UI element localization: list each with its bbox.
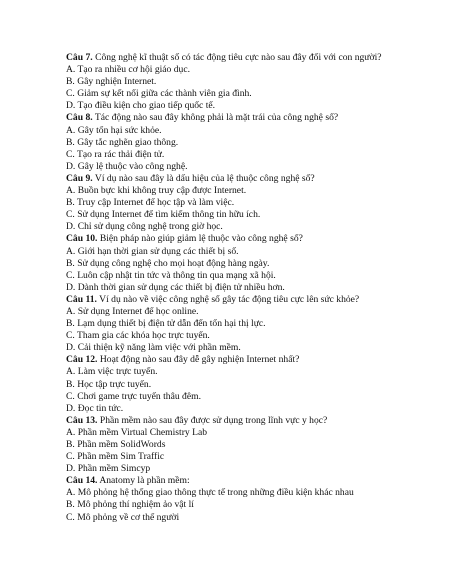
answer-option: D. Dành thời gian sử dụng các thiết bị điện tử nhiều hơn. xyxy=(66,281,285,293)
question-number: Câu 13. xyxy=(66,414,98,426)
question-11-stem xyxy=(66,294,400,306)
question-text: Anatomy là phần mềm: xyxy=(99,475,190,487)
answer-option: D. Phần mềm Simcyp xyxy=(66,463,151,475)
answer-option: A. Phần mềm Virtual Chemistry Lab xyxy=(66,426,208,438)
question-number: Câu 11. xyxy=(66,293,97,305)
answer-option: C. Tham gia các khóa học trực tuyến. xyxy=(66,330,210,342)
question-12 xyxy=(66,354,400,414)
question-number: Câu 12. xyxy=(66,354,98,366)
question-13 xyxy=(66,415,400,475)
question-7-stem xyxy=(66,52,400,64)
answer-option: A. Gây tổn hại sức khỏe. xyxy=(66,124,162,136)
answer-option: B. Học tập trực tuyến. xyxy=(66,378,152,390)
question-text: Tác động nào sau đây không phải là mặt trái của công nghệ số? xyxy=(94,112,339,124)
answer-option: D. Gây lệ thuộc vào công nghệ. xyxy=(66,160,188,172)
answer-option: D. Cải thiện kỹ năng làm việc với phần mềm. xyxy=(66,342,241,354)
question-9 xyxy=(66,173,400,233)
answer-option: A. Sử dụng Internet để học online. xyxy=(66,305,199,317)
answer-option: C. Tạo ra rác thải điện tử. xyxy=(66,148,165,160)
question-9-stem xyxy=(66,173,400,185)
answer-option: C. Giảm sự kết nối giữa các thành viên gia đình. xyxy=(66,88,252,100)
question-number: Câu 14. xyxy=(66,475,98,487)
question-14-stem xyxy=(66,475,400,487)
answer-option: D. Tạo điều kiện cho giao tiếp quốc tế. xyxy=(66,100,216,112)
question-text: Công nghệ kĩ thuật số có tác động tiêu cực nào sau đây đối với con người? xyxy=(95,52,382,63)
question-text: Ví dụ nào sau đây là dấu hiệu của lệ thuộc công nghệ số? xyxy=(94,172,315,184)
question-text: Phần mềm nào sau đây được sử dụng trong lĩnh vực y học? xyxy=(99,414,328,426)
answer-option: B. Gây nghiện Internet. xyxy=(66,76,157,88)
answer-option: B. Gây tắc nghẽn giao thông. xyxy=(66,136,179,148)
question-text: Hoạt động nào sau đây dễ gây nghiện Internet nhất? xyxy=(99,354,300,366)
question-text: Ví dụ nào về việc công nghệ số gây tác động tiêu cực lên sức khỏe? xyxy=(99,293,360,305)
question-7 xyxy=(66,52,400,112)
answer-option: C. Luôn cập nhật tin tức và thông tin qua mạng xã hội. xyxy=(66,269,276,281)
question-text: Biện pháp nào giúp giảm lệ thuộc vào công nghệ số? xyxy=(99,233,303,245)
answer-option: B. Mô phỏng thí nghiệm ảo vật lí xyxy=(66,499,194,511)
question-8 xyxy=(66,112,400,172)
question-number: Câu 7. xyxy=(66,52,93,63)
question-11 xyxy=(66,294,400,354)
answer-option: A. Giới hạn thời gian sử dụng các thiết bị số. xyxy=(66,245,239,257)
question-10-stem xyxy=(66,233,400,245)
answer-option: B. Truy cập Internet để học tập và làm việc. xyxy=(66,197,235,209)
answer-option: D. Đọc tin tức. xyxy=(66,402,124,414)
answer-option: C. Sử dụng Internet để tìm kiếm thông tin hữu ích. xyxy=(66,209,261,221)
question-number: Câu 9. xyxy=(66,172,93,184)
question-14 xyxy=(66,475,400,523)
answer-option: C. Phần mềm Sim Traffic xyxy=(66,451,165,463)
answer-option: D. Chỉ sử dụng công nghệ trong giờ học. xyxy=(66,221,223,233)
answer-option: A. Làm việc trực tuyến. xyxy=(66,366,158,378)
question-number: Câu 10. xyxy=(66,233,98,245)
answer-option: B. Lạm dụng thiết bị điện tử dẫn đến tổn hại thị lực. xyxy=(66,318,266,330)
answer-option: C. Mô phỏng về cơ thể người xyxy=(66,511,180,523)
answer-option: B. Sử dụng công nghệ cho mọi hoạt động hàng ngày. xyxy=(66,257,270,269)
question-10 xyxy=(66,233,400,293)
question-number: Câu 8. xyxy=(66,112,93,124)
answer-option: A. Tạo ra nhiều cơ hội giáo dục. xyxy=(66,64,190,76)
document-page xyxy=(66,52,400,524)
answer-option: A. Mô phỏng hệ thống giao thông thực tế trong những điều kiện khác nhau xyxy=(66,487,354,499)
question-12-stem xyxy=(66,354,400,366)
answer-option: A. Buồn bực khi không truy cập được Internet. xyxy=(66,185,247,197)
question-13-stem xyxy=(66,415,400,427)
answer-option: B. Phần mềm SolidWords xyxy=(66,439,166,450)
answer-option: C. Chơi game trực tuyến thâu đêm. xyxy=(66,390,201,402)
question-8-stem xyxy=(66,112,400,124)
